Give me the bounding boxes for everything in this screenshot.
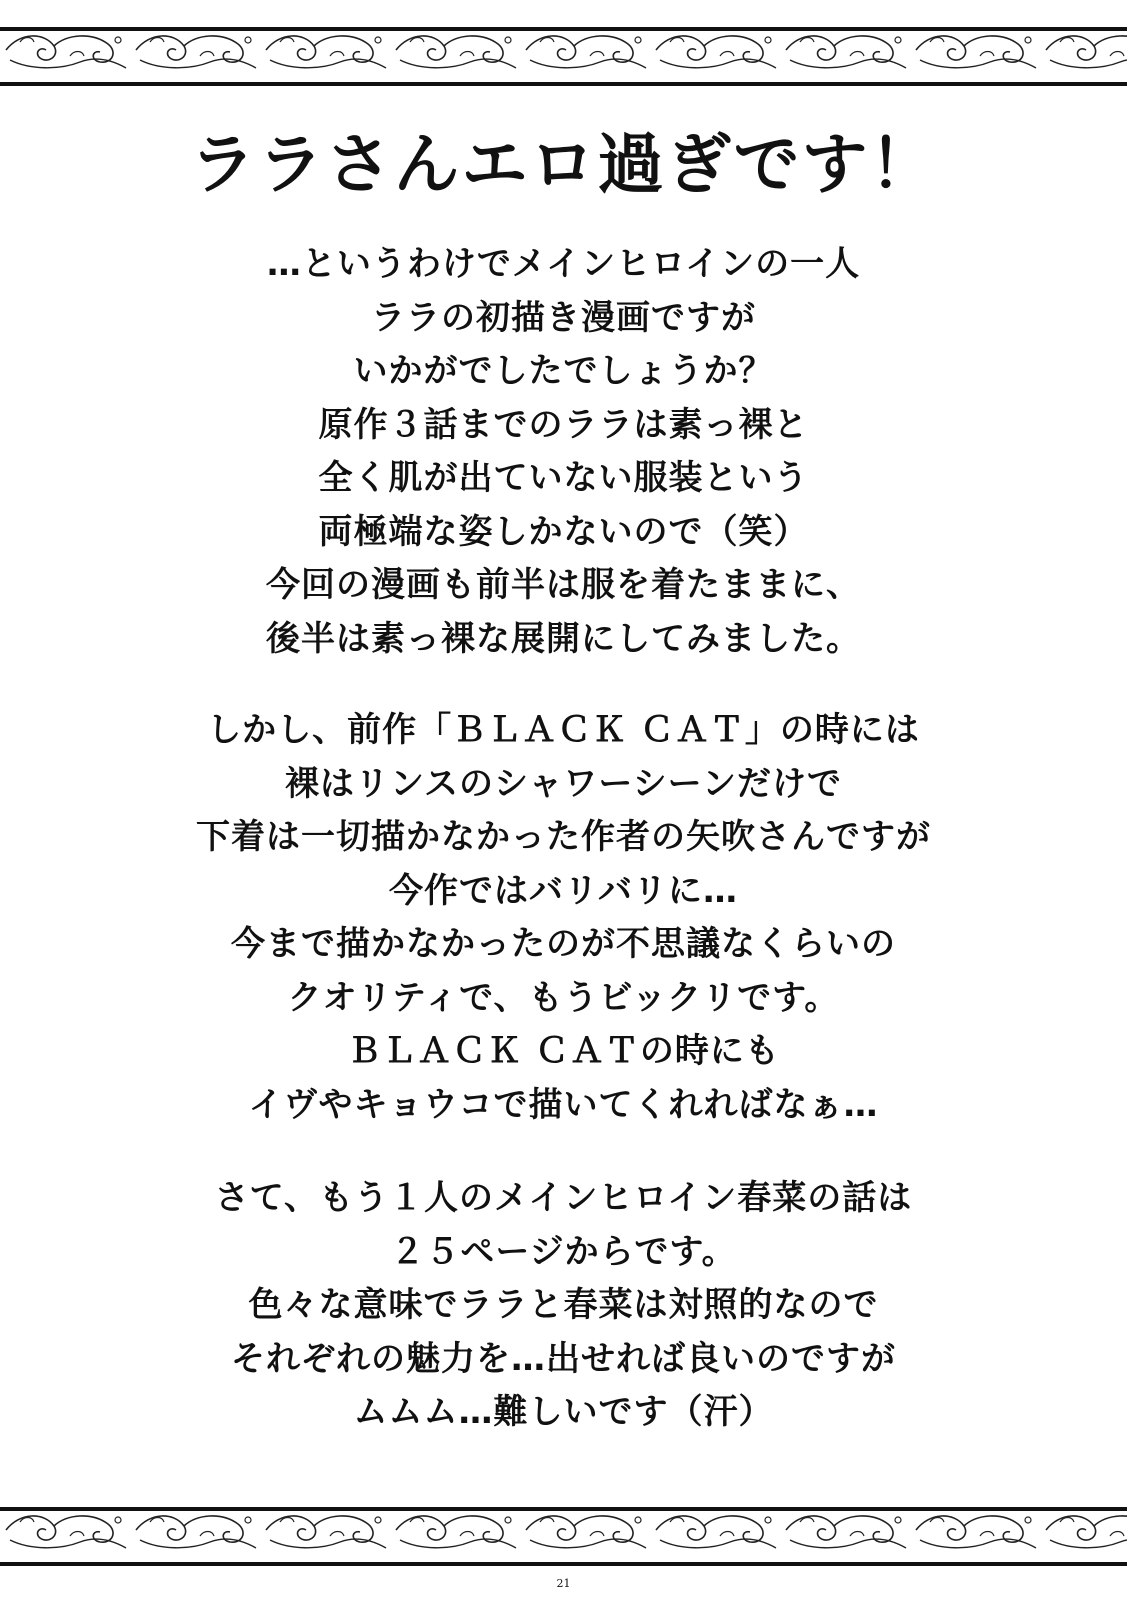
page-number: 21 [556,1577,571,1590]
paragraph-3 [0,1172,1127,1440]
text-line: …というわけでメインヒロインの一人 [266,244,861,284]
text-line: 裸はリンスのシャワーシーンだけで [285,763,842,804]
text-line: ２５ページからです。 [390,1231,737,1272]
text-line: 両極端な姿しかないので（笑） [318,511,809,552]
top-ornamental-border [0,26,1127,88]
text-line: ムムム…難しいです（汗） [353,1392,774,1432]
text-line: ＢＬＡＣＫ ＣＡＴの時にも [347,1031,780,1071]
text-line: 今まで描かなかったのが不思議なくらいの [231,924,896,964]
page-title: ララさんエロ過ぎです！ [189,126,938,203]
text-line: 後半は素っ裸な展開にしてみました。 [266,618,861,659]
text-line: ララの初描き漫画ですが [371,297,756,338]
text-line: クオリティで、もうビックリです。 [287,977,840,1018]
text-line: さて、もう１人のメインヒロイン春菜の話は [214,1178,913,1218]
text-line: 今作ではバリバリに… [389,870,738,911]
text-line: イヴやキョウコで描いてくれればなぁ… [248,1084,879,1125]
text-line: いかがでしたでしょうか？ [353,351,774,391]
text-line: 色々な意味でララと春菜は対照的なので [248,1285,879,1325]
text-line: 全く肌が出ていない服装という [318,458,809,498]
bottom-ornamental-border [0,1506,1127,1568]
text-line: 下着は一切描かなかった作者の矢吹さんですが [196,817,931,857]
text-line: それぞれの魅力を…出せれば良いのですが [231,1338,896,1379]
paragraph-2 [0,704,1127,1132]
text-line: しかし、前作「ＢＬＡＣＫ ＣＡＴ」の時には [207,710,920,750]
text-line: 今回の漫画も前半は服を着たままに、 [266,565,861,605]
text-line: 原作３話までのララは素っ裸と [318,404,809,445]
paragraph-1 [0,238,1127,666]
